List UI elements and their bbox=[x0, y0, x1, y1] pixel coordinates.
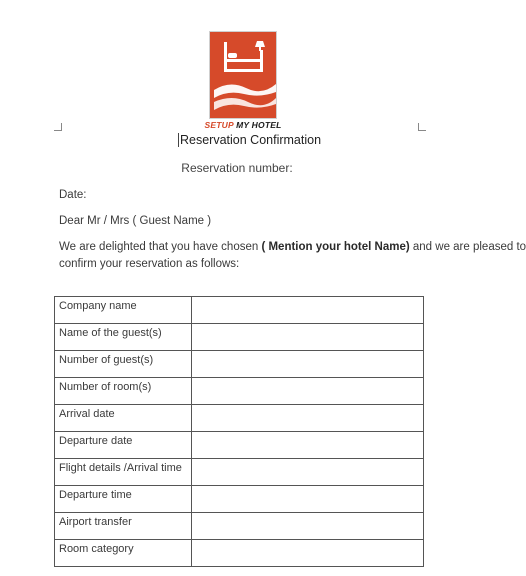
row-label: Airport transfer bbox=[55, 513, 192, 540]
document-title: Reservation Confirmation bbox=[180, 133, 322, 147]
row-label: Company name bbox=[55, 297, 192, 324]
row-label: Room category bbox=[55, 540, 192, 567]
margin-corner-mark-left bbox=[54, 123, 62, 131]
row-value-field[interactable] bbox=[192, 459, 424, 486]
table-row bbox=[55, 378, 424, 405]
table-row bbox=[55, 486, 424, 513]
logo-emblem bbox=[209, 31, 277, 119]
table-row bbox=[55, 540, 424, 567]
reservation-number-label: Reservation number: bbox=[181, 161, 293, 175]
table-row bbox=[55, 351, 424, 378]
table-row bbox=[55, 324, 424, 351]
table-row bbox=[55, 432, 424, 459]
row-label: Name of the guest(s) bbox=[55, 324, 192, 351]
table-row bbox=[55, 297, 424, 324]
table-row bbox=[55, 459, 424, 486]
row-value-field[interactable] bbox=[192, 513, 424, 540]
hotel-name-placeholder: ( Mention your hotel Name) bbox=[261, 241, 410, 253]
hotel-logo bbox=[204, 31, 282, 133]
row-value-field[interactable] bbox=[192, 297, 424, 324]
row-value-field[interactable] bbox=[192, 432, 424, 459]
table-row bbox=[55, 513, 424, 540]
table-row bbox=[55, 405, 424, 432]
row-value-field[interactable] bbox=[192, 405, 424, 432]
row-label: Departure date bbox=[55, 432, 192, 459]
hotel-bed-icon bbox=[210, 32, 278, 120]
row-value-field[interactable] bbox=[192, 378, 424, 405]
intro-paragraph-line-1: We are delighted that you have chosen ( Mention your hotel Name) and we are pleased to bbox=[59, 241, 526, 253]
row-value-field[interactable] bbox=[192, 540, 424, 567]
row-label: Number of room(s) bbox=[55, 378, 192, 405]
row-value-field[interactable] bbox=[192, 351, 424, 378]
row-label: Arrival date bbox=[55, 405, 192, 432]
reservation-details-table bbox=[54, 296, 424, 567]
row-value-field[interactable] bbox=[192, 486, 424, 513]
logo-brand-text: SETUP MY HOTEL bbox=[204, 120, 282, 130]
row-label: Departure time bbox=[55, 486, 192, 513]
salutation: Dear Mr / Mrs ( Guest Name ) bbox=[59, 215, 212, 227]
date-label: Date: bbox=[59, 189, 87, 201]
row-label: Flight details /Arrival time bbox=[55, 459, 192, 486]
margin-corner-mark-right bbox=[418, 123, 426, 131]
row-value-field[interactable] bbox=[192, 324, 424, 351]
intro-paragraph-line-2: confirm your reservation as follows: bbox=[59, 258, 240, 270]
row-label: Number of guest(s) bbox=[55, 351, 192, 378]
